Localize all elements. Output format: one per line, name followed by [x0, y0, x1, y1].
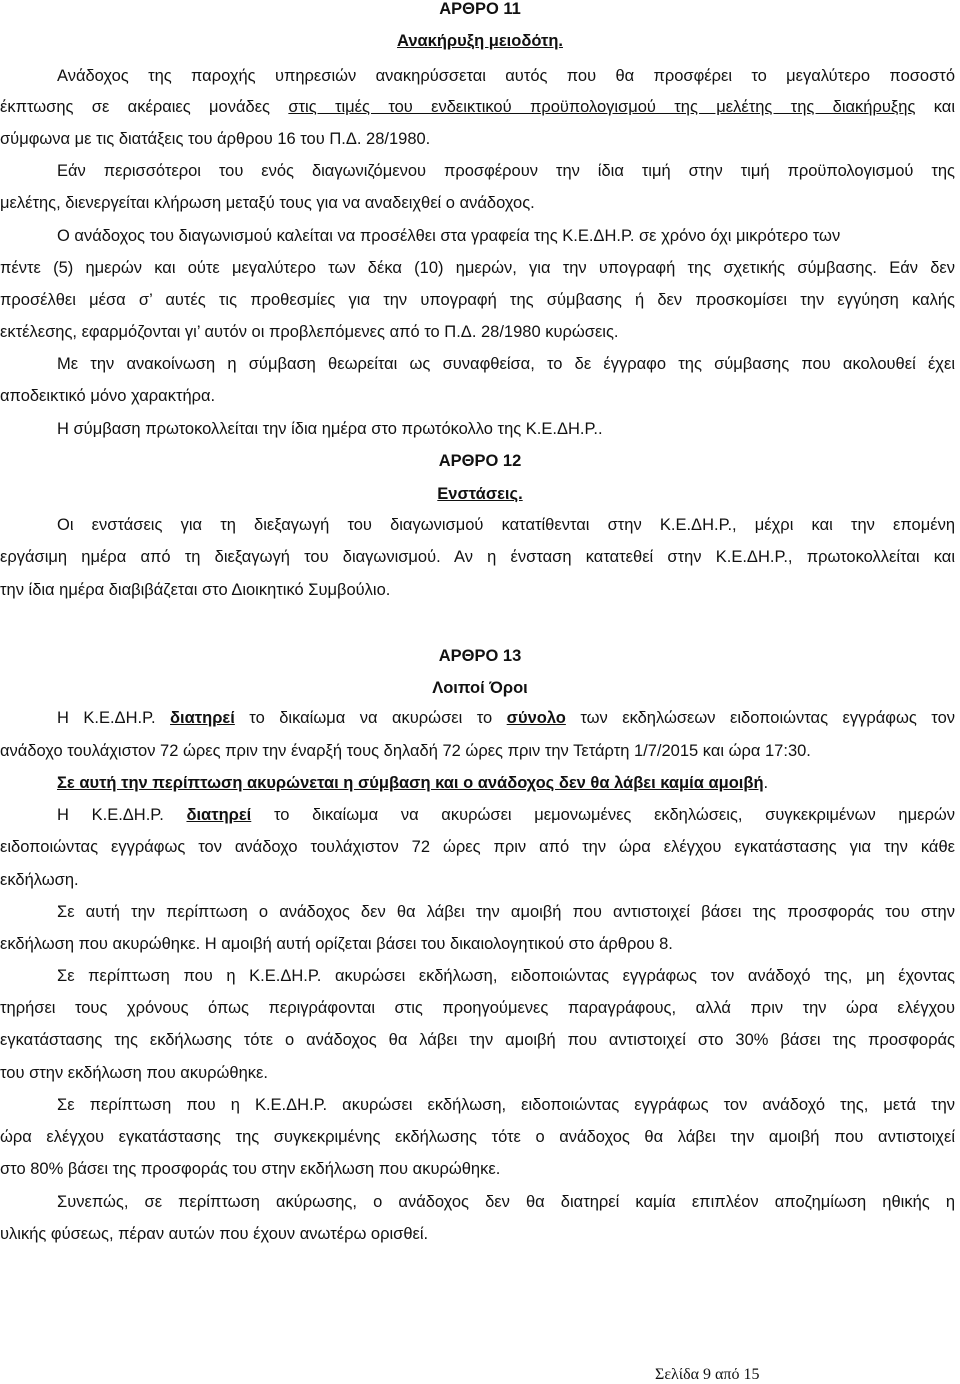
article-11-line-8: προσέλθει μέσα σ’ αυτές τις προθεσμίες για την υπογραφή της σύμβασης ή δεν προσκομίσει την εγγύηση καλής — [0, 291, 955, 309]
article-13-title: ΑΡΘΡΟ 13 — [438, 647, 522, 665]
article-11-line-7: πέντε (5) ημερών και ούτε μεγαλύτερο των δέκα (10) ημερών, για την υπογραφή της σχετικής σύμβασης. Εάν δεν — [0, 259, 955, 277]
article-13-line-3: Σε αυτή την περίπτωση ακυρώνεται η σύμβαση και ο ανάδοχος δεν θα λάβει καμία αμοιβή. — [57, 774, 769, 792]
article-11-line-11: αποδεικτικό μόνο χαρακτήρα. — [0, 387, 216, 405]
article-13-line-1: Η Κ.Ε.ΔΗ.Ρ. διατηρεί το δικαίωμα να ακυρώσει το σύνολο των εκδηλώσεων ειδοποιώντας εγγράφως τον — [57, 709, 956, 727]
article-11-line-10: Με την ανακοίνωση η σύμβαση θεωρείται ως συναφθείσα, το δε έγγραφο της σύμβασης που ακολουθεί έχει — [57, 355, 955, 373]
article-13-line-15: στο 80% βάσει της προσφοράς του στην εκδήλωση που ακυρώθηκε. — [0, 1160, 501, 1178]
article-13-line-12: του στην εκδήλωση που ακυρώθηκε. — [0, 1064, 268, 1082]
article-13-subtitle: Λοιποί Όροι — [432, 679, 528, 697]
article-12-line-1: Οι ενστάσεις για τη διεξαγωγή του διαγωνισμού κατατίθενται στην Κ.Ε.ΔΗ.Ρ., μέχρι και την επομένη — [57, 516, 955, 534]
article-13-line-5: ειδοποιώντας εγγράφως τον ανάδοχο τουλάχιστον 72 ώρες πριν από την ώρα ελέγχου εγκατάστασης για την κάθε — [0, 838, 955, 856]
article-11-line-4: Εάν περισσότεροι του ενός διαγωνιζόμενου προσφέρουν την ίδια τιμή στην τιμή προϋπολογισμού της — [57, 162, 955, 180]
article-11-subtitle: Ανακήρυξη μειοδότη. — [397, 32, 563, 50]
article-12-line-3: την ίδια ημέρα διαβιβάζεται στο Διοικητικό Συμβούλιο. — [0, 581, 391, 599]
article-13-line-16: Συνεπώς, σε περίπτωση ακύρωσης, ο ανάδοχος δεν θα διατηρεί καμία επιπλέον αποζημίωση ηθικής η — [57, 1193, 955, 1211]
article-11-line-2: έκπτωσης σε ακέραιες μονάδες στις τιμές του ενδεικτικού προϋπολογισμού της μελέτης της διακήρυξης και — [0, 98, 955, 116]
article-13-line-4: Η Κ.Ε.ΔΗ.Ρ. διατηρεί το δικαίωμα να ακυρώσει μεμονωμένες εκδηλώσεις, συγκεκριμένων ημερών — [57, 806, 955, 824]
article-11-title: ΑΡΘΡΟ 11 — [439, 0, 521, 18]
article-13-line-10: τηρήσει τους χρόνους όπως περιγράφονται στις προηγούμενες παραγράφους, αλλά πριν την ώρα ελέγχου — [0, 999, 955, 1017]
article-12-title: ΑΡΘΡΟ 12 — [438, 452, 522, 470]
page-number-footer: Σελίδα 9 από 15 — [655, 1366, 760, 1383]
article-13-line-9: Σε περίπτωση που η Κ.Ε.ΔΗ.Ρ. ακυρώσει εκδήλωση, ειδοποιώντας εγγράφως τον ανάδοχό της, μη έχοντας — [57, 967, 955, 985]
article-11-line-6: Ο ανάδοχος του διαγωνισμού καλείται να προσέλθει στα γραφεία της Κ.Ε.ΔΗ.Ρ. σε χρόνο όχι μικρότερο των — [57, 227, 841, 245]
article-11-line-1: Ανάδοχος της παροχής υπηρεσιών ανακηρύσσεται αυτός που θα προσφέρει το μεγαλύτερο ποσοστό — [57, 67, 955, 85]
article-13-line-11: εγκατάστασης της εκδήλωσης τότε ο ανάδοχος θα λάβει την αμοιβή που αντιστοιχεί στο 30% βάσει της προσφοράς — [0, 1031, 955, 1049]
article-13-line-8: εκδήλωση που ακυρώθηκε. Η αμοιβή αυτή ορίζεται βάσει του δικαιολογητικού στο άρθρου 8. — [0, 935, 673, 953]
article-13-line-13: Σε περίπτωση που η Κ.Ε.ΔΗ.Ρ. ακυρώσει εκδήλωση, ειδοποιώντας εγγράφως τον ανάδοχό της, μετά την — [57, 1096, 955, 1114]
article-13-line-6: εκδήλωση. — [0, 871, 79, 889]
article-13-line-14: ώρα ελέγχου εγκατάστασης της συγκεκριμένης εκδήλωσης τότε ο ανάδοχος θα λάβει την αμοιβή που αντιστοιχεί — [0, 1128, 955, 1146]
article-13-line-17: υλικής φύσεως, πέραν αυτών που έχουν ανωτέρω ορισθεί. — [0, 1225, 429, 1243]
article-12-subtitle: Ενστάσεις. — [437, 485, 523, 503]
article-12-line-2: εργάσιμη ημέρα από τη διεξαγωγή του διαγωνισμού. Αν η ένσταση κατατεθεί στην Κ.Ε.ΔΗ.Ρ., πρωτοκολλείται και — [0, 548, 955, 566]
article-11-line-9: εκτέλεσης, εφαρμόζονται γι’ αυτόν οι προβλεπόμενες από το Π.Δ. 28/1980 κυρώσεις. — [0, 323, 619, 341]
article-11-line-12: Η σύμβαση πρωτοκολλείται την ίδια ημέρα στο πρωτόκολλο της Κ.Ε.ΔΗ.Ρ.. — [57, 420, 603, 438]
article-13-line-2: ανάδοχο τουλάχιστον 72 ώρες πριν την έναρξή τους δηλαδή 72 ώρες πριν την Τετάρτη 1/7/2015 και ώρα 17:30. — [0, 742, 811, 760]
article-11-line-5: μελέτης, διενεργείται κλήρωση μεταξύ τους για να αναδειχθεί ο ανάδοχος. — [0, 194, 535, 212]
article-13-line-7: Σε αυτή την περίπτωση ο ανάδοχος δεν θα λάβει την αμοιβή που αντιστοιχεί βάσει της προσφοράς του στην — [57, 903, 955, 921]
article-11-line-3: σύμφωνα με τις διατάξεις του άρθρου 16 του Π.Δ. 28/1980. — [0, 130, 431, 148]
